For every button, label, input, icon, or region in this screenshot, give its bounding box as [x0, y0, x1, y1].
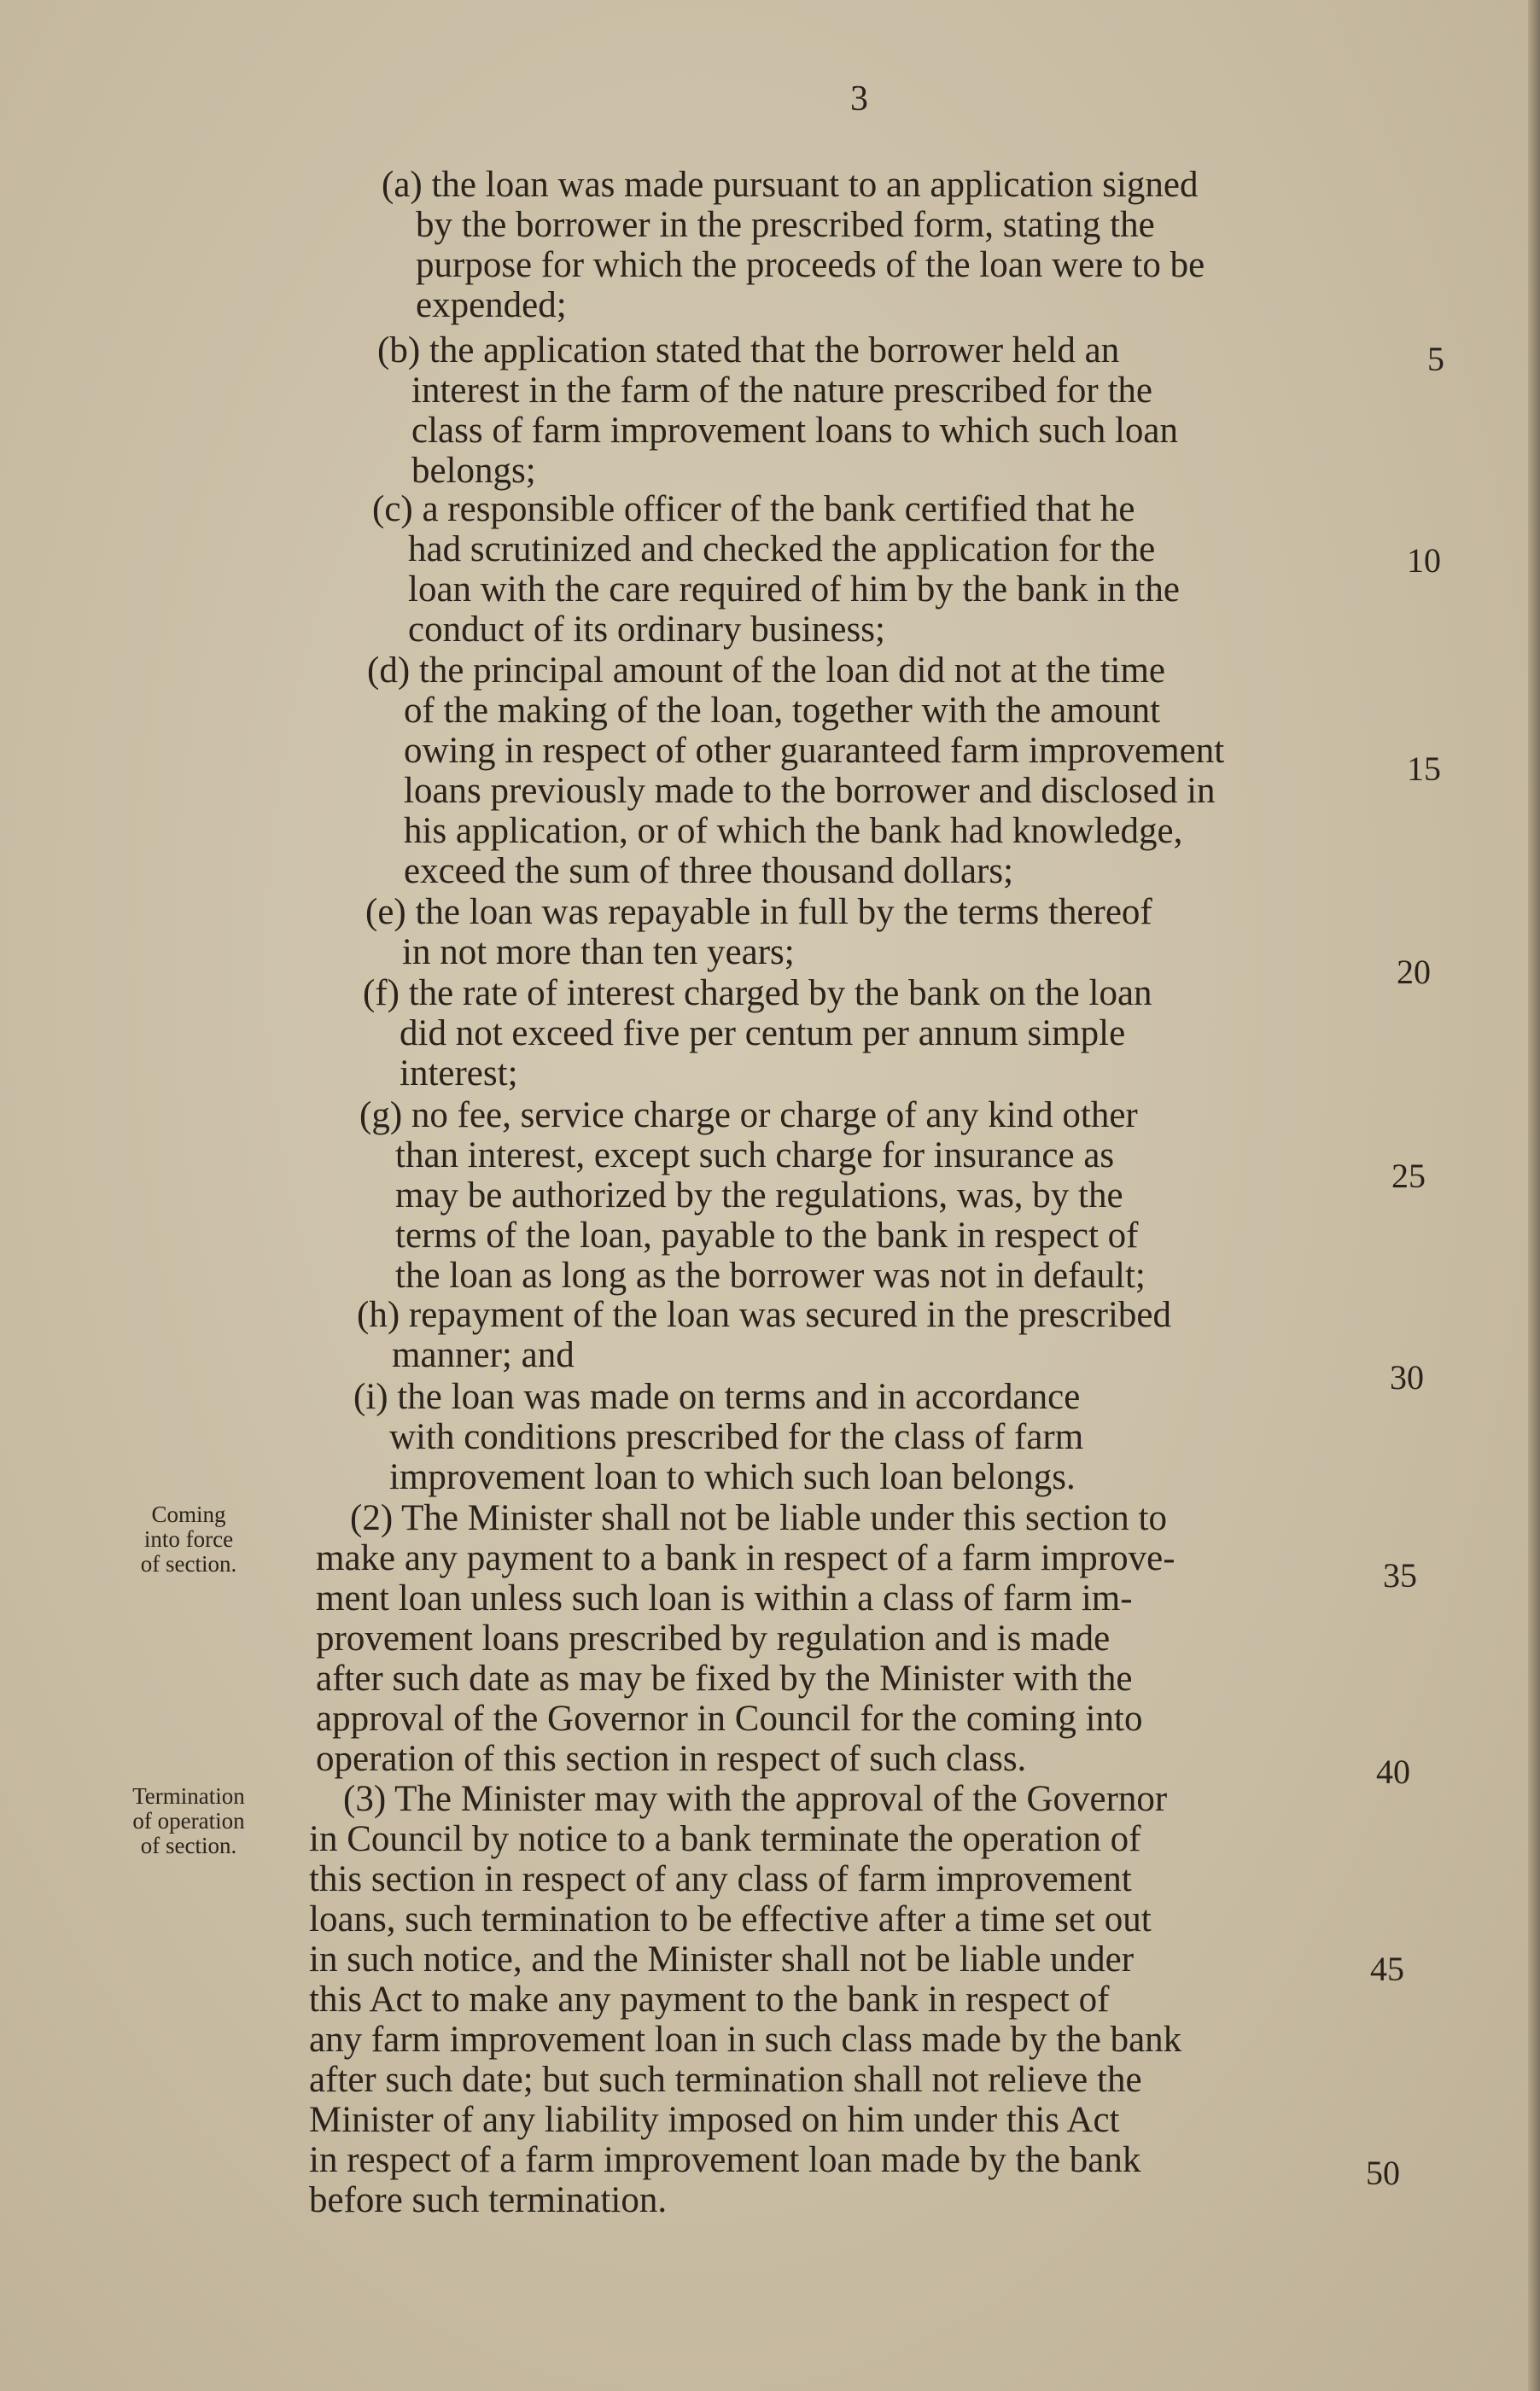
page-number: 3 — [850, 79, 868, 119]
text-line: provement loans prescribed by regulation and is made — [316, 1618, 1111, 1659]
text-line: before such termination. — [309, 2180, 668, 2220]
text-line: loans, such termination to be effective after a time set out — [309, 1899, 1152, 1939]
line-number: 25 — [1391, 1157, 1426, 1195]
text-line: (f) the rate of interest charged by the bank on the loan — [363, 973, 1152, 1013]
text-line: this section in respect of any class of farm improvement — [309, 1859, 1132, 1899]
text-line: may be authorized by the regulations, was, by the — [395, 1175, 1123, 1216]
text-line: (h) repayment of the loan was secured in the prescribed — [357, 1295, 1171, 1335]
text-line: with conditions prescribed for the class of farm — [389, 1417, 1084, 1457]
text-line: of the making of the loan, together with the amount — [404, 691, 1161, 731]
text-line: (e) the loan was repayable in full by the terms thereof — [365, 892, 1152, 932]
text-line: owing in respect of other guaranteed farm improvement — [404, 731, 1225, 771]
text-line: make any payment to a bank in respect of a farm improve- — [316, 1538, 1175, 1578]
text-line: (b) the application stated that the borrower held an — [377, 330, 1120, 370]
text-line: (d) the principal amount of the loan did not at the time — [367, 650, 1165, 691]
text-line: after such date as may be fixed by the Minister with the — [316, 1659, 1133, 1699]
text-line: any farm improvement loan in such class made by the bank — [309, 2020, 1182, 2060]
text-line: (g) no fee, service charge or charge of any kind other — [359, 1095, 1138, 1135]
text-line: did not exceed five per centum per annum simple — [400, 1013, 1126, 1053]
text-line: his application, or of which the bank had knowledge, — [404, 811, 1183, 851]
line-number: 45 — [1370, 1950, 1404, 1988]
line-number: 15 — [1407, 749, 1441, 788]
text-line: purpose for which the proceeds of the loan were to be — [416, 245, 1205, 285]
text-line: conduct of its ordinary business; — [408, 609, 885, 650]
text-line: interest in the farm of the nature prescribed for the — [411, 370, 1152, 411]
marginal-note — [99, 1784, 278, 1858]
text-line: (c) a responsible officer of the bank certified that he — [372, 489, 1135, 529]
text-line: after such date; but such termination shall not relieve the — [309, 2060, 1142, 2100]
text-line: ment loan unless such loan is within a class of farm im- — [316, 1578, 1133, 1618]
text-line: interest; — [400, 1053, 518, 1093]
text-line: expended; — [416, 285, 567, 325]
text-line: manner; and — [392, 1335, 575, 1375]
line-number: 20 — [1397, 953, 1431, 991]
text-line: the loan as long as the borrower was not in default; — [395, 1256, 1146, 1296]
text-line: (a) the loan was made pursuant to an application signed — [382, 165, 1199, 205]
text-line: loan with the care required of him by the bank in the — [408, 569, 1180, 609]
text-line: loans previously made to the borrower and disclosed in — [404, 771, 1216, 811]
line-number: 40 — [1376, 1752, 1410, 1791]
line-number: 30 — [1390, 1358, 1424, 1397]
line-number: 5 — [1427, 340, 1444, 378]
text-line: terms of the loan, payable to the bank in respect of — [395, 1216, 1139, 1256]
marginal-note-line: Termination — [132, 1783, 245, 1809]
text-line: in not more than ten years; — [402, 932, 795, 972]
line-number: 50 — [1366, 2154, 1400, 2192]
marginal-note-line: of operation — [132, 1808, 245, 1834]
marginal-note-line: into force — [143, 1526, 234, 1552]
text-line: (i) the loan was made on terms and in accordance — [353, 1377, 1081, 1417]
marginal-note-line: Coming — [151, 1502, 226, 1527]
text-line: by the borrower in the prescribed form, stating the — [416, 205, 1155, 245]
text-line: exceed the sum of three thousand dollars; — [404, 851, 1014, 891]
text-line: class of farm improvement loans to which such loan — [411, 411, 1179, 451]
marginal-note-line: of section. — [140, 1551, 237, 1577]
text-line: Minister of any liability imposed on him under this Act — [309, 2100, 1120, 2140]
line-number: 35 — [1383, 1556, 1417, 1595]
marginal-note-line: of section. — [140, 1833, 237, 1858]
text-line: approval of the Governor in Council for the coming into — [316, 1699, 1143, 1739]
text-line: operation of this section in respect of such class. — [316, 1739, 1027, 1779]
page-edge — [1528, 0, 1540, 2391]
text-line: in respect of a farm improvement loan made by the bank — [309, 2140, 1141, 2180]
text-line: belongs; — [411, 451, 536, 491]
text-line: had scrutinized and checked the application for the — [408, 529, 1156, 569]
text-line: (3) The Minister may with the approval of the Governor — [343, 1779, 1168, 1819]
text-line: than interest, except such charge for insurance as — [395, 1135, 1115, 1175]
text-line: improvement loan to which such loan belongs. — [389, 1457, 1076, 1497]
marginal-note — [99, 1502, 278, 1577]
text-line: this Act to make any payment to the bank in respect of — [309, 1980, 1110, 2020]
text-line: in Council by notice to a bank terminate the operation of — [309, 1819, 1141, 1859]
text-line: in such notice, and the Minister shall not be liable under — [309, 1939, 1135, 1980]
line-number: 10 — [1407, 541, 1441, 580]
text-line: (2) The Minister shall not be liable under this section to — [350, 1498, 1167, 1538]
